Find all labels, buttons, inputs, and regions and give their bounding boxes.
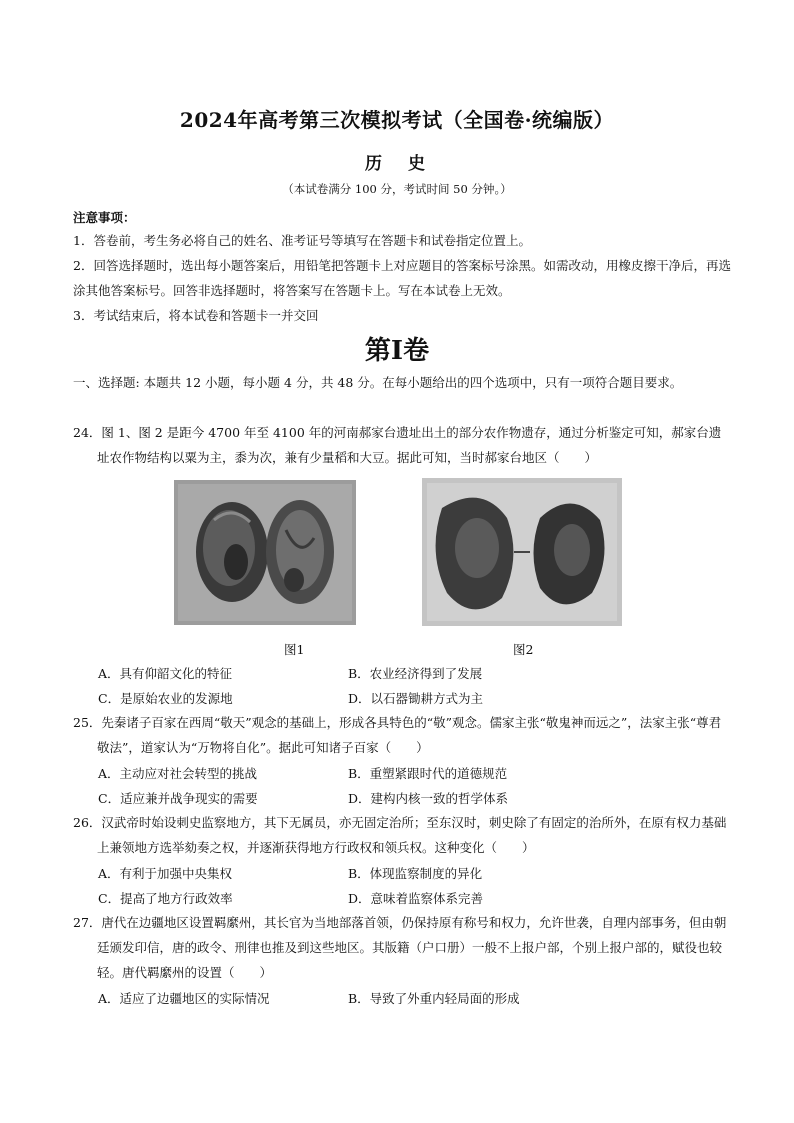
subject-title: 历 史 [365, 154, 435, 174]
q26-option-b: B．体现监察制度的异化 [348, 866, 483, 881]
q24-option-d: D．以石器锄耕方式为主 [348, 691, 484, 706]
q27-option-a: A．适应了边疆地区的实际情况 [98, 991, 270, 1006]
q25-option-a: A．主动应对社会转型的挑战 [98, 766, 258, 781]
q25-option-c: C．适应兼并战争现实的需要 [98, 791, 258, 806]
exam-title: 2024年高考第三次模拟考试（全国卷·统编版） [179, 108, 615, 132]
q27-option-b: B．导致了外重内轻局面的形成 [348, 991, 520, 1006]
figure-1-image [174, 480, 356, 625]
score-time-note: （本试卷满分 100 分，考试时间 50 分钟。） [282, 182, 512, 196]
figure-2-image [422, 478, 622, 626]
notes-heading: 注意事项： [73, 210, 136, 225]
question-26-stem: 26．汉武帝时始设刺史监察地方，其下无属员，亦无固定治所；至东汉时，刺史除了有固定的治所外，在原有权力基础上兼领地方选举劾奏之权，并逐渐获得地方行政权和领兵权。这种变化（ ） [73, 815, 727, 855]
q24-option-c: C．是原始农业的发源地 [98, 691, 233, 706]
grain-remains-2-icon [422, 478, 622, 626]
q24-option-a: A．具有仰韶文化的特征 [98, 666, 233, 681]
q26-option-a: A．有利于加强中央集权 [98, 866, 233, 881]
q24-option-b: B．农业经济得到了发展 [348, 666, 483, 681]
q25-option-b: B．重塑紧跟时代的道德规范 [348, 766, 508, 781]
note-item-2: 2．回答选择题时，选出每小题答案后，用铅笔把答题卡上对应题目的答案标号涂黑。如需改动，用橡皮擦干净后，再选涂其他答案标号。回答非选择题时，将答案写在答题卡上。写在本试卷上无效。 [73, 258, 731, 298]
note-item-3: 3．考试结束后，将本试卷和答题卡一并交回 [73, 308, 319, 323]
section-instructions: 一、选择题: 本题共 12 小题，每小题 4 分，共 48 分。在每小题给出的四个选项中，只有一项符合题目要求。 [73, 375, 683, 390]
section-title: 第Ⅰ卷 [364, 336, 430, 366]
grain-remains-1-icon [174, 480, 356, 625]
question-24-stem: 24．图 1、图 2 是距今 4700 年至 4100 年的河南郝家台遗址出土的部分农作物遗存，通过分析鉴定可知，郝家台遗址农作物结构以粟为主，黍为次，兼有少量稻和大豆。据此可知，当时郝家台地区（ ） [73, 425, 722, 465]
q26-option-d: D．意味着监察体系完善 [348, 891, 484, 906]
note-item-1: 1．答卷前，考生务必将自己的姓名、准考证号等填写在答题卡和试卷指定位置上。 [73, 233, 531, 248]
q25-option-d: D．建构内核一致的哲学体系 [348, 791, 509, 806]
question-25-stem: 25．先秦诸子百家在西周“敬天”观念的基础上，形成各具特色的“敬”观念。儒家主张“敬鬼神而远之”，法家主张“尊君敬法”，道家认为“万物将自化”。据此可知诸子百家（ ） [73, 715, 722, 755]
question-27-stem: 27．唐代在边疆地区设置羁縻州，其长官为当地部落首领，仍保持原有称号和权力，允许世袭，自理内部事务，但由朝廷颁发印信，唐的政令、刑律也推及到这些地区。其版籍（户口册）一般不上报户部，个别上报户部的，赋役也较轻。唐代羁縻州的设置（ ） [73, 915, 727, 980]
figure-2-caption: 图2 [513, 642, 534, 657]
q26-option-c: C．提高了地方行政效率 [98, 891, 233, 906]
figure-1-caption: 图1 [284, 642, 305, 657]
